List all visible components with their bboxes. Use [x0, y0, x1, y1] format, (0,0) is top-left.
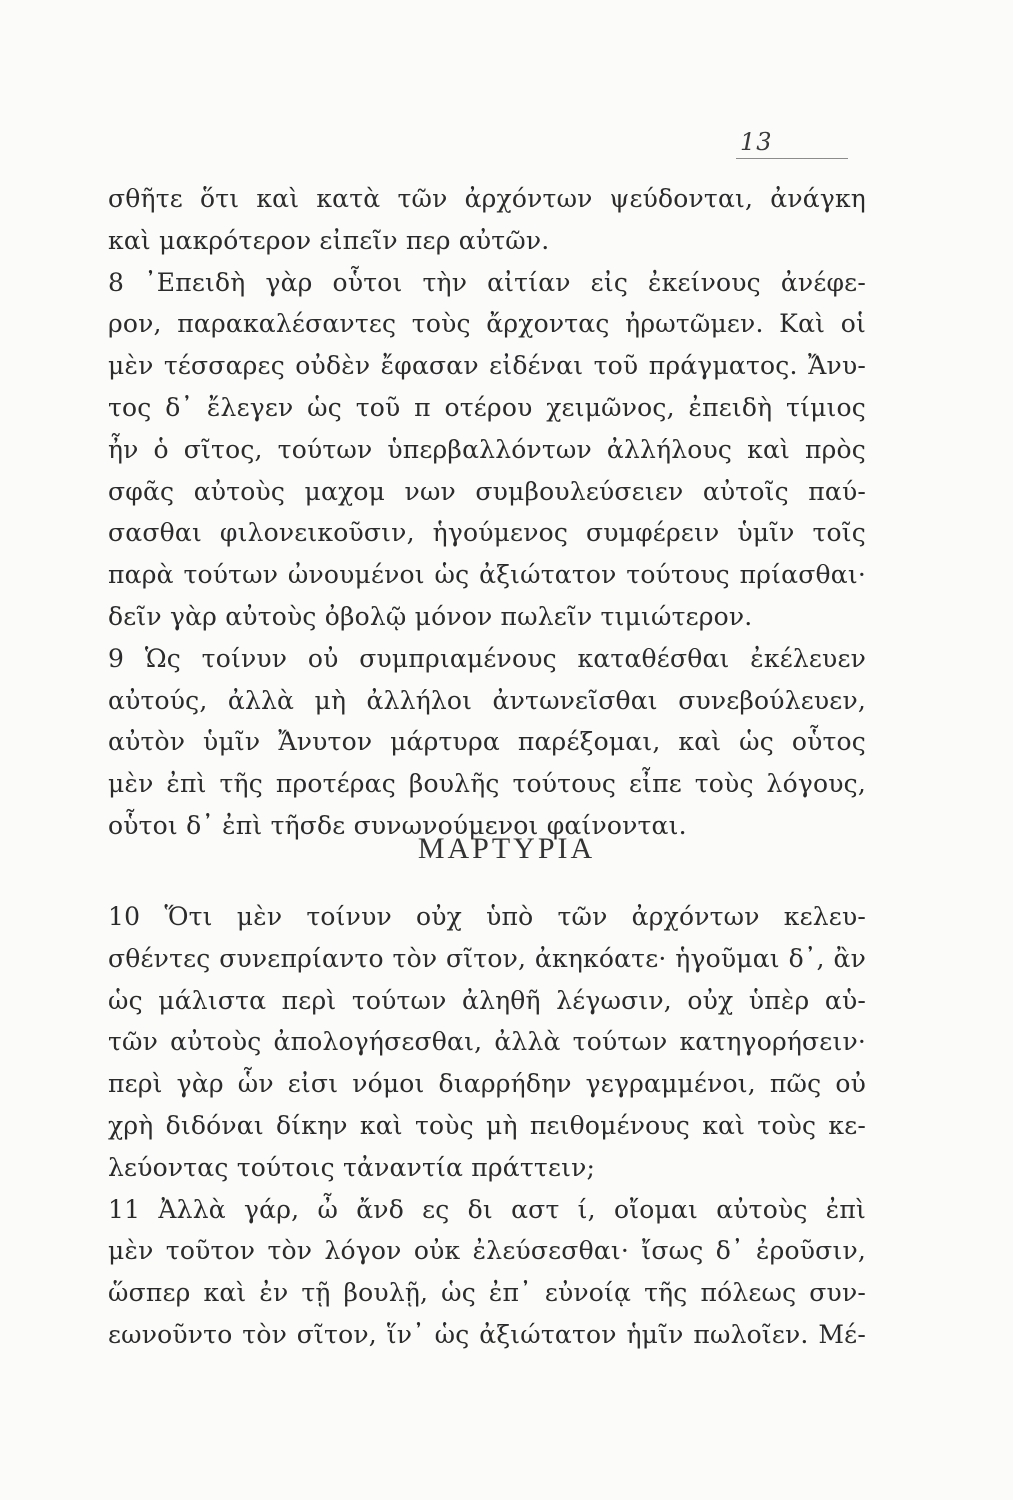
text-line: λεύοντας τούτοις τἀναντία πράττειν;: [108, 1152, 596, 1182]
text-line: 11 Ἀλλὰ γάρ, ὦ ἄνδ ες δι αστ ί, οἴομαι αὐτοὺς ἐπὶ: [108, 1194, 866, 1224]
text-line: οὗτοι δ᾿ ἐπὶ τῆσδε συνωνούμενοι φαίνονται.: [108, 810, 687, 840]
text-line: καὶ μακρότερον εἰπεῖν περ αὐτῶν.: [108, 225, 550, 255]
text-line: σφᾶς αὐτοὺς μαχομ νων συμβουλεύσειεν αὐτοῖς παύ-: [108, 476, 866, 506]
text-block-1: [108, 178, 866, 847]
text-line: αὐτούς, ἀλλὰ μὴ ἀλλήλοι ἀντωνεῖσθαι συνεβούλευεν,: [108, 685, 866, 715]
text-line: αὐτὸν ὑμῖν Ἄνυτον μάρτυρα παρέξομαι, καὶ ὡς οὗτος: [108, 727, 866, 757]
text-line: ὡς μάλιστα περὶ τούτων ἀληθῆ λέγωσιν, οὐχ ὑπὲρ αὑ-: [108, 985, 866, 1015]
text-line: εωνοῦντο τὸν σῖτον, ἵν᾿ ὡς ἀξιώτατον ἡμῖν πωλοῖεν. Μέ-: [108, 1319, 866, 1349]
text-line: σασθαι φιλονεικοῦσιν, ἡγούμενος συμφέρειν ὑμῖν τοῖς: [108, 518, 866, 548]
text-line: μὲν ἐπὶ τῆς προτέρας βουλῆς τούτους εἶπε τοὺς λόγους,: [108, 769, 866, 799]
section-heading: ΜΑΡΤΥΡΙΑ: [417, 832, 596, 865]
text-line: μὲν τέσσαρες οὐδὲν ἔφασαν εἰδέναι τοῦ πράγματος. Ἄνυ-: [108, 351, 866, 381]
text-line: σθῆτε ὅτι καὶ κατὰ τῶν ἀρχόντων ψεύδονται, ἀνάγκη: [108, 184, 866, 213]
text-line: 8 ᾿Επειδὴ γὰρ οὗτοι τὴν αἰτίαν εἰς ἐκείνους ἀνέφε-: [108, 267, 866, 297]
page-number: 13: [740, 128, 773, 156]
text-line: δεῖν γὰρ αὐτοὺς ὀβολῷ μόνον πωλεῖν τιμιώτερον.: [108, 601, 753, 631]
text-line: ρον, παρακαλέσαντες τοὺς ἄρχοντας ἠρωτῶμεν. Καὶ οἱ: [108, 309, 866, 339]
text-line: τῶν αὐτοὺς ἀπολογήσεσθαι, ἀλλὰ τούτων κατηγορήσειν·: [108, 1027, 866, 1057]
page-number-rule: [736, 158, 848, 159]
text-line: τος δ᾿ ἔλεγεν ὡς τοῦ π οτέρου χειμῶνος, ἐπειδὴ τίμιος: [108, 392, 866, 422]
text-line: ὥσπερ καὶ ἐν τῇ βουλῇ, ὡς ἐπ᾿ εὐνοίᾳ τῆς πόλεως συν-: [108, 1278, 866, 1308]
text-line: χρὴ διδόναι δίκην καὶ τοὺς μὴ πειθομένους καὶ τοὺς κε-: [108, 1110, 866, 1140]
text-line: 10 Ὅτι μὲν τοίνυν οὐχ ὑπὸ τῶν ἀρχόντων κελευ-: [108, 902, 866, 931]
text-line: παρὰ τούτων ὠνουμένοι ὡς ἀξιώτατον τούτους πρίασθαι·: [108, 560, 866, 590]
text-line: ἦν ὁ σῖτος, τούτων ὑπερβαλλόντων ἀλλήλους καὶ πρὸς: [108, 434, 866, 464]
text-line: σθέντες συνεπρίαντο τὸν σῖτον, ἀκηκόατε· ἡγοῦμαι δ᾿, ἂν: [108, 943, 866, 973]
text-line: μὲν τοῦτον τὸν λόγον οὐκ ἐλεύσεσθαι· ἴσως δ᾿ ἐροῦσιν,: [108, 1236, 866, 1266]
text-block-2: [108, 896, 866, 1356]
text-line: περὶ γὰρ ὧν εἰσι νόμοι διαρρήδην γεγραμμένοι, πῶς οὐ: [108, 1069, 866, 1099]
text-line: 9 Ὡς τοίνυν οὐ συμπριαμένους καταθέσθαι ἐκέλευεν: [108, 643, 866, 673]
